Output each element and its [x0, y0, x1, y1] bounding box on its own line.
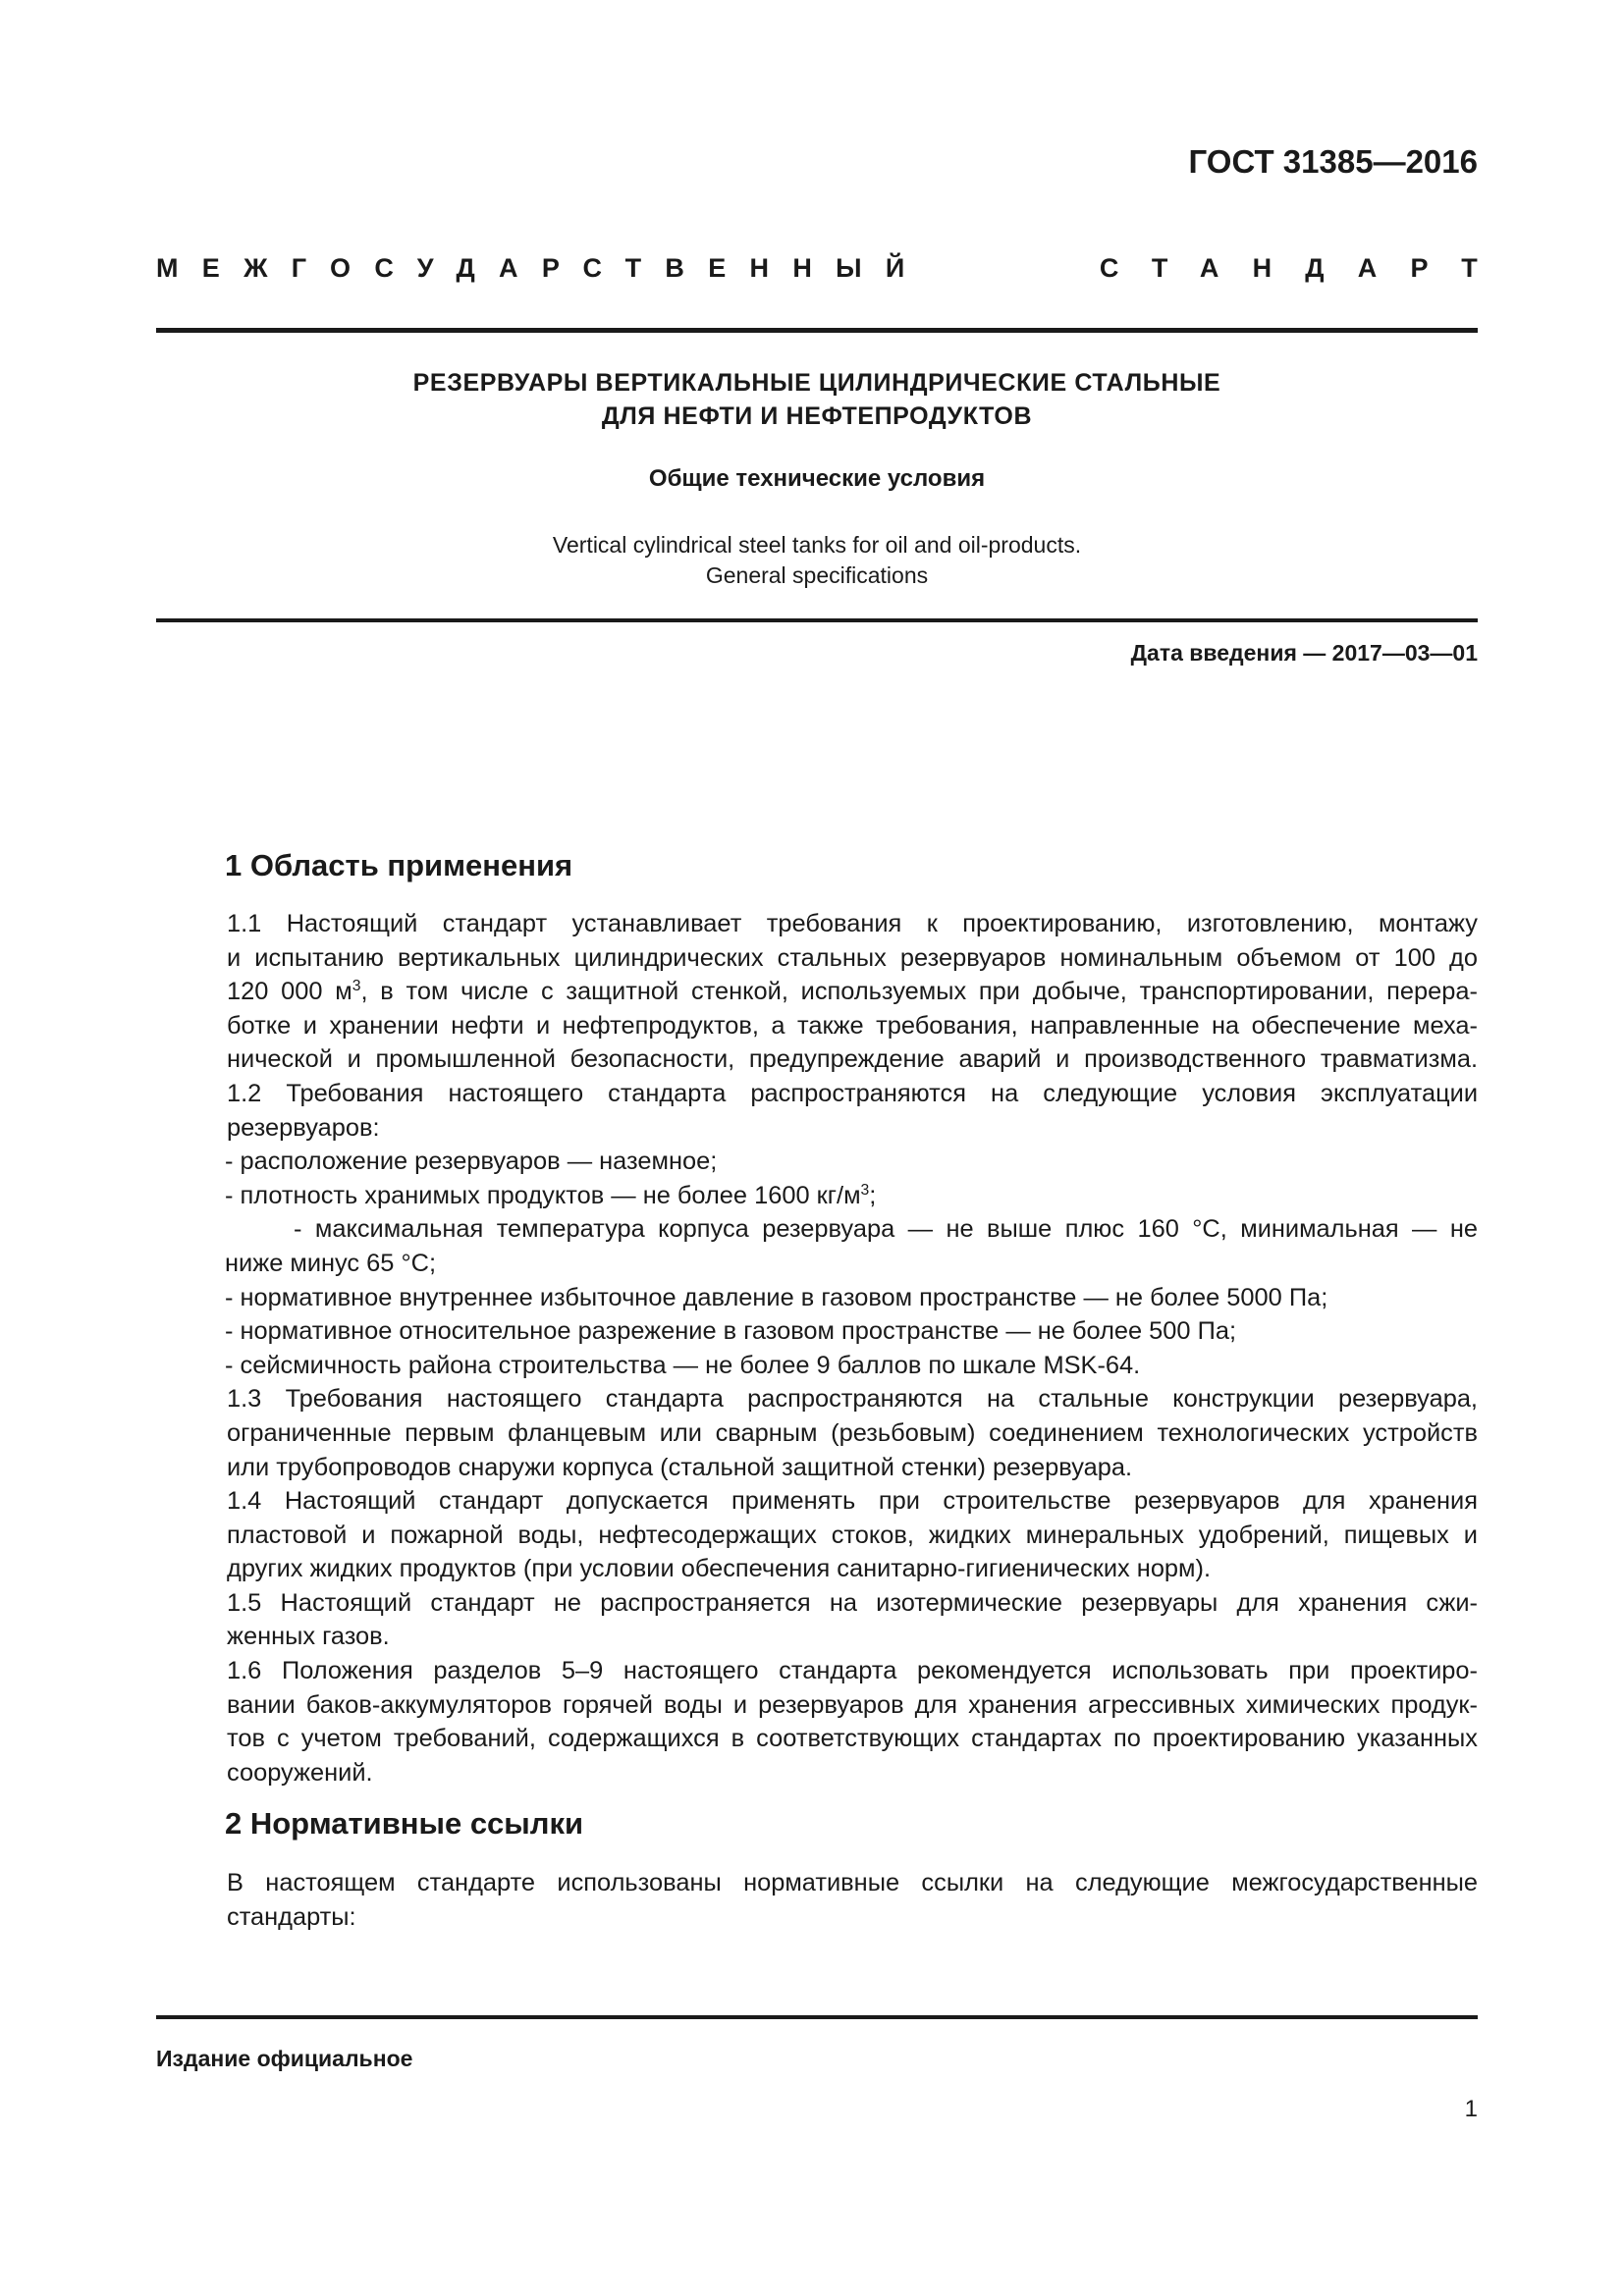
section-1-body — [156, 907, 1478, 1789]
standard-kind — [156, 253, 1511, 284]
text-fragment: - плотность хранимых продуктов — не более 1600 кг/м — [225, 1181, 861, 1209]
text-fragment: 120 000 м — [227, 978, 352, 1006]
text-line: 1.2 Требования настоящего стандарта распространяются на следующие условия эксплуатации — [227, 1079, 1478, 1107]
text-line — [156, 975, 1478, 1009]
text-line: - расположение резервуаров — наземное; — [225, 1148, 718, 1176]
title-rule — [156, 618, 1478, 622]
document-title — [156, 366, 1478, 433]
text-line: - сейсмичность района строительства — не более 9 баллов по шкале MSK-64. — [225, 1351, 1141, 1379]
text-fragment: ; — [869, 1181, 877, 1209]
text-line: или трубопроводов снаружи корпуса (стальной защитной стенки) резервуара. — [227, 1453, 1133, 1481]
text-line: 1.5 Настоящий стандарт не распространяется на изотермические резервуары для хранения сжи- — [227, 1588, 1478, 1617]
section-2-heading: 2 Нормативные ссылки — [225, 1806, 584, 1841]
standard-kind-word1: МЕЖГОСУДАРСТВЕННЫЙ — [156, 253, 929, 283]
english-title — [156, 530, 1478, 591]
standard-kind-word2: СТАНДАРТ — [1099, 253, 1511, 283]
section-2-body — [156, 1866, 1478, 1934]
text-line: пластовой и пожарной воды, нефтесодержащих стоков, жидких минеральных удобрений, пищевых и — [227, 1521, 1478, 1549]
paragraph-1-6 — [156, 1654, 1478, 1789]
list-item — [156, 1281, 1478, 1315]
text-line: - максимальная температура корпуса резервуара — не выше плюс 160 °С, минимальная — не — [294, 1215, 1478, 1244]
text-line: 1.3 Требования настоящего стандарта распространяются на стальные конструкции резервуара, — [227, 1385, 1478, 1414]
list-item — [156, 1145, 1478, 1179]
list-item — [156, 1212, 1478, 1280]
text-line: ботке и хранении нефти и нефтепродуктов, а также требования, направленные на обеспечение меха- — [227, 1011, 1478, 1040]
text-line: ниже минус 65 °С; — [225, 1249, 437, 1277]
text-line: других жидких продуктов (при условии обеспечения санитарно-гигиенических норм). — [227, 1555, 1212, 1583]
english-title-line-1: Vertical cylindrical steel tanks for oil and oil-products. — [552, 532, 1082, 558]
header-rule — [156, 328, 1478, 333]
english-title-line-2: General specifications — [705, 562, 929, 588]
text-line: тов с учетом требований, содержащихся в соответствующих стандартах по проектированию указанных — [227, 1725, 1478, 1753]
text-line: резервуаров: — [227, 1113, 380, 1142]
text-line: ограниченные первым фланцевым или сварным (резьбовым) соединением технологических устройств — [227, 1418, 1478, 1447]
document-code: ГОСТ 31385—2016 — [1188, 143, 1478, 180]
paragraph-1-3 — [156, 1382, 1478, 1484]
section-1-heading: 1 Область применения — [225, 848, 573, 882]
paragraph-1-4 — [156, 1484, 1478, 1586]
text-line: - нормативное относительное разрежение в газовом пространстве — не более 500 Па; — [225, 1317, 1237, 1346]
text-line: сооружений. — [227, 1758, 373, 1787]
superscript: 3 — [352, 978, 361, 995]
text-line: и испытанию вертикальных цилиндрических стальных резервуаров номинальным объемом от 100 до — [227, 943, 1478, 972]
paragraph-2-1 — [156, 1866, 1478, 1934]
superscript: 3 — [860, 1181, 870, 1199]
text-line: стандарты: — [227, 1902, 356, 1931]
paragraph-1-2 — [156, 1077, 1478, 1145]
text-line: женных газов. — [227, 1623, 390, 1651]
title-line-1: РЕЗЕРВУАРЫ ВЕРТИКАЛЬНЫЕ ЦИЛИНДРИЧЕСКИЕ СТАЛЬНЫЕ — [412, 369, 1221, 397]
list-item — [156, 1349, 1478, 1383]
text-line: 1.6 Положения разделов 5–9 настоящего стандарта рекомендуется использовать при проектиро- — [227, 1657, 1478, 1685]
text-line: - нормативное внутреннее избыточное давление в газовом пространстве — не более 5000 Па; — [225, 1283, 1328, 1311]
text-fragment: , в том числе с защитной стенкой, используемых при добыче, транспортировании, перера- — [360, 978, 1478, 1006]
text-line: 1.4 Настоящий стандарт допускается применять при строительстве резервуаров для хранения — [227, 1487, 1478, 1516]
document-subtitle: Общие технические условия — [648, 465, 986, 492]
paragraph-1-1 — [156, 907, 1478, 1077]
text-line: вании баков-аккумуляторов горячей воды и резервуаров для хранения агрессивных химических продук- — [227, 1690, 1478, 1719]
paragraph-1-5 — [156, 1586, 1478, 1654]
text-line: 1.1 Настоящий стандарт устанавливает требования к проектированию, изготовлению, монтажу — [227, 910, 1478, 937]
text-line — [225, 1179, 1478, 1213]
introduction-date: Дата введения — 2017—03—01 — [1130, 640, 1478, 666]
list-item — [156, 1314, 1478, 1349]
footer-rule — [156, 2015, 1478, 2019]
title-line-2: ДЛЯ НЕФТИ И НЕФТЕПРОДУКТОВ — [601, 402, 1033, 430]
text-line: нической и промышленной безопасности, предупреждение аварий и производственного травматизма. — [227, 1045, 1478, 1074]
official-edition-note: Издание официальное — [156, 2046, 413, 2071]
page-number: 1 — [1464, 2096, 1478, 2122]
list-item — [156, 1179, 1478, 1213]
text-line: В настоящем стандарте использованы нормативные ссылки на следующие межгосударственные — [227, 1869, 1478, 1896]
